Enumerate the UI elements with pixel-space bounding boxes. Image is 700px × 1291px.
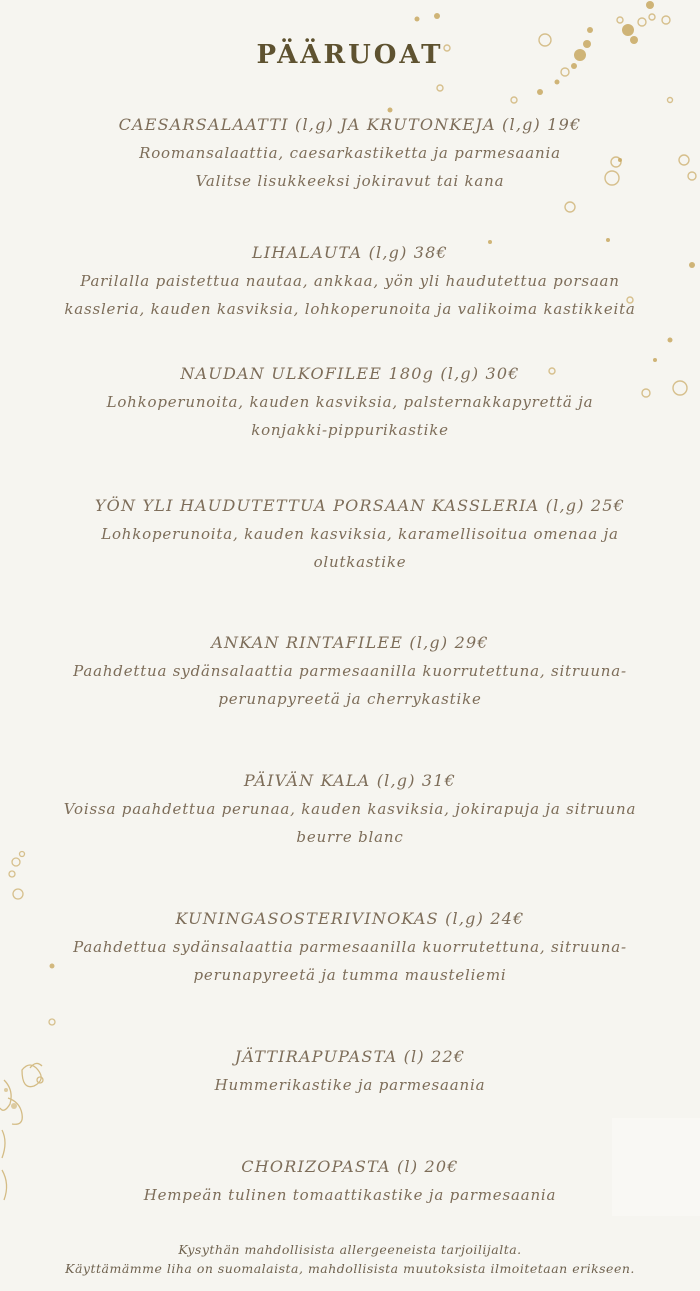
page-title: PÄÄRUOAT	[256, 40, 444, 70]
dish-description: konjakki-pippurikastike	[251, 421, 449, 439]
dish-description: Hummerikastike ja parmesaania	[214, 1076, 486, 1094]
dish-description: Voissa paahdettua perunaa, kauden kasviksia, jokirapuja ja sitruuna	[63, 800, 637, 818]
dish-description: Lohkoperunoita, kauden kasviksia, palsternakkapyrettä ja	[106, 393, 594, 411]
dish-description: Lohkoperunoita, kauden kasviksia, karamellisoitua omenaa ja	[101, 525, 619, 543]
dish-description: Roomansalaattia, caesarkastiketta ja parmesaania	[139, 144, 561, 162]
allergen-note	[0, 1240, 700, 1278]
dish-description: Hempeän tulinen tomaattikastike ja parmesaania	[143, 1186, 557, 1204]
dish-name: LIHALAUTA (l,g) 38€	[252, 243, 448, 262]
footer-line: Käyttämämme liha on suomalaista, mahdollisista muutoksista ilmoitetaan erikseen.	[65, 1261, 635, 1276]
menu-item	[30, 360, 670, 444]
dish-description: Paahdettua sydänsalaattia parmesaanilla kuorrutettuna, sitruuna-	[73, 662, 627, 680]
menu-item	[30, 767, 670, 851]
dish-name: ANKAN RINTAFILEE (l,g) 29€	[211, 633, 489, 652]
dish-name: KUNINGASOSTERIVINOKAS (l,g) 24€	[175, 909, 525, 928]
dish-description: perunapyreetä ja cherrykastike	[218, 690, 482, 708]
menu-item	[30, 1043, 670, 1099]
dish-name: CHORIZOPASTA (l) 20€	[241, 1157, 459, 1176]
dish-description: Paahdettua sydänsalaattia parmesaanilla kuorrutettuna, sitruuna-	[73, 938, 627, 956]
dish-name: JÄTTIRAPUPASTA (l) 22€	[234, 1047, 466, 1066]
dish-description: beurre blanc	[296, 828, 404, 846]
dish-description: perunapyreetä ja tumma mausteliemi	[193, 966, 507, 984]
dish-name: NAUDAN ULKOFILEE 180g (l,g) 30€	[180, 364, 520, 383]
menu-item	[30, 905, 670, 989]
menu-item	[30, 629, 670, 713]
menu-item	[30, 239, 670, 323]
dish-description: olutkastike	[313, 553, 407, 571]
footer-line: Kysythän mahdollisista allergeeneista tarjoilijalta.	[178, 1242, 522, 1257]
dish-description: kassleria, kauden kasviksia, lohkoperunoita ja valikoima kastikkeita	[64, 300, 636, 318]
menu-item	[40, 492, 680, 576]
menu-item	[30, 111, 670, 195]
dish-description: Valitse lisukkeeksi jokiravut tai kana	[195, 172, 505, 190]
dish-name: PÄIVÄN KALA (l,g) 31€	[243, 771, 457, 790]
dish-name: YÖN YLI HAUDUTETTUA PORSAAN KASSLERIA (l,g) 25€	[94, 496, 626, 515]
dish-description: Parilalla paistettua nautaa, ankkaa, yön yli haudutettua porsaan	[80, 272, 620, 290]
menu-item	[30, 1153, 670, 1209]
dish-name: CAESARSALAATTI (l,g) JA KRUTONKEJA (l,g) 19€	[118, 115, 582, 134]
